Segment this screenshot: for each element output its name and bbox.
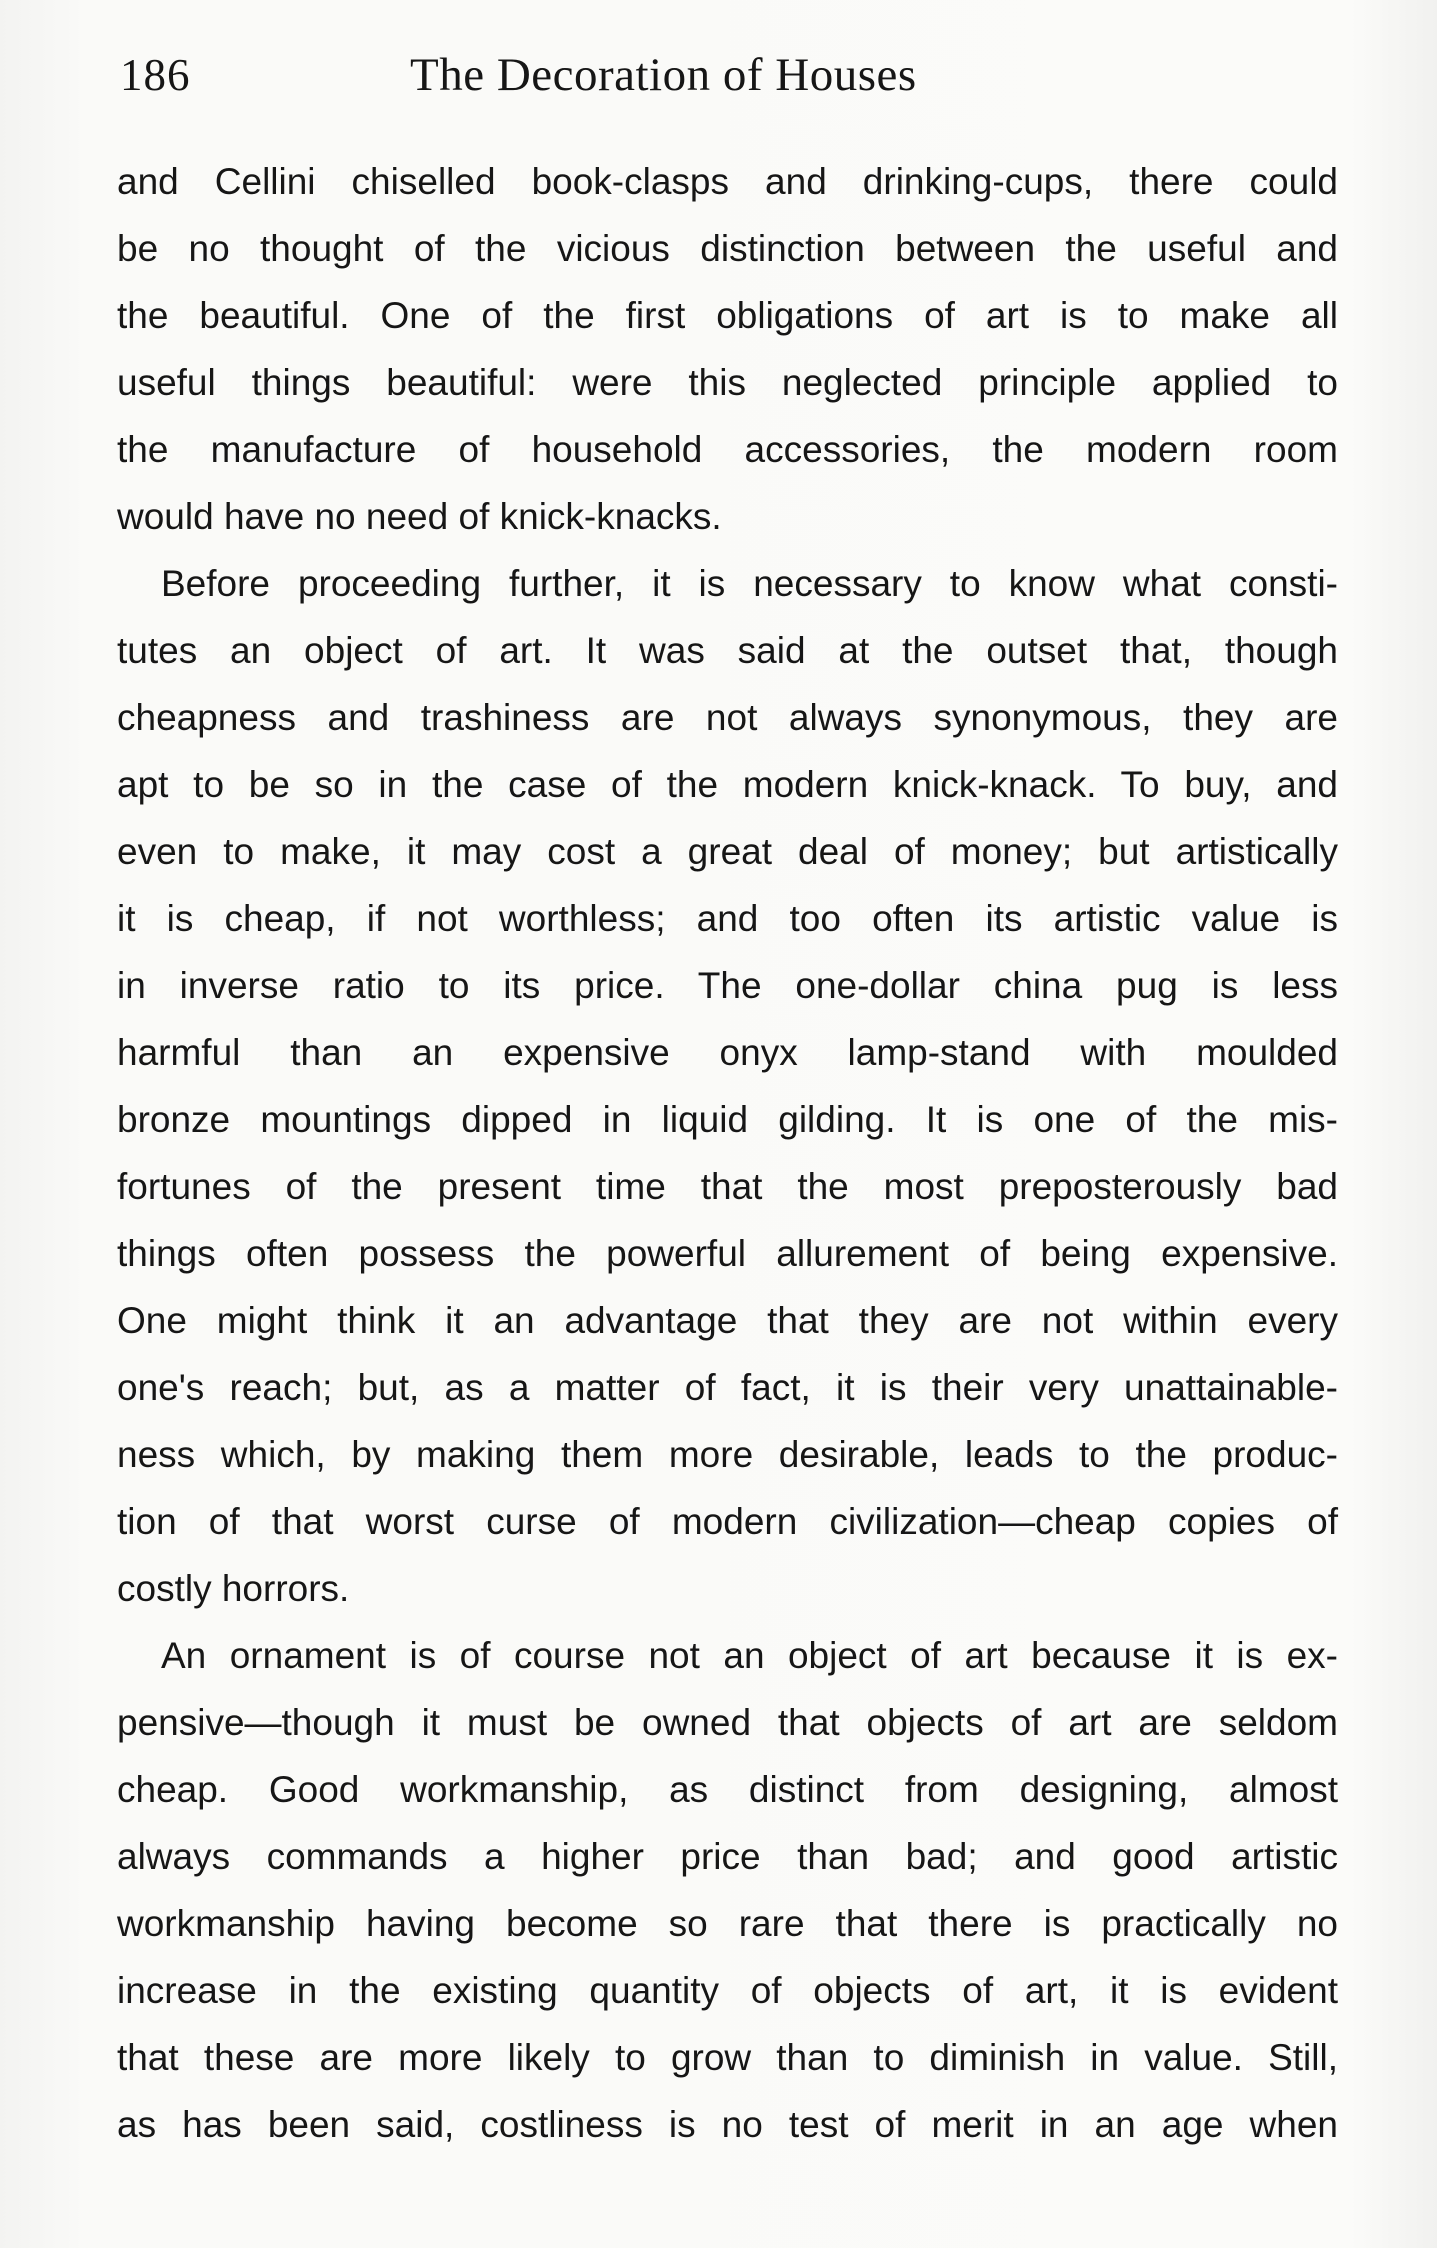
- text-line: things often possess the powerful allurement of being expensive.: [117, 1233, 1338, 1274]
- text-line: tion of that worst curse of modern civilization—cheap copies of: [117, 1501, 1338, 1542]
- text-line: One might think it an advantage that they are not within every: [117, 1300, 1338, 1341]
- text-line: one's reach; but, as a matter of fact, it is their very unattainable-: [117, 1367, 1338, 1408]
- text-line: even to make, it may cost a great deal of money; but artistically: [117, 831, 1338, 872]
- text-line: it is cheap, if not worthless; and too often its artistic value is: [117, 898, 1338, 939]
- text-line: costly horrors.: [117, 1568, 350, 1609]
- text-line: in inverse ratio to its price. The one-dollar china pug is less: [117, 965, 1338, 1006]
- text-line: as has been said, costliness is no test of merit in an age when: [117, 2104, 1338, 2145]
- text-line: apt to be so in the case of the modern knick-knack. To buy, and: [117, 764, 1338, 805]
- text-line: that these are more likely to grow than to diminish in value. Still,: [117, 2037, 1338, 2078]
- text-line: harmful than an expensive onyx lamp-stand with moulded: [117, 1032, 1338, 1073]
- text-line: cheap. Good workmanship, as distinct from designing, almost: [117, 1769, 1338, 1810]
- paragraph-first-line: An ornament is of course not an object of art because it is ex-: [161, 1635, 1338, 1676]
- text-line: would have no need of knick-knacks.: [117, 496, 722, 537]
- body-text: [117, 148, 1338, 2158]
- text-line: useful things beautiful: were this neglected principle applied to: [117, 362, 1338, 403]
- paragraph-first-line: Before proceeding further, it is necessary to know what consti-: [161, 563, 1338, 604]
- page-number: 186: [120, 50, 191, 100]
- text-line: pensive—though it must be owned that objects of art are seldom: [117, 1702, 1338, 1743]
- text-line: ness which, by making them more desirable, leads to the produc-: [117, 1434, 1338, 1475]
- page-header: [120, 40, 1338, 110]
- text-line: always commands a higher price than bad; and good artistic: [117, 1836, 1338, 1877]
- text-line: the manufacture of household accessories, the modern room: [117, 429, 1338, 470]
- text-line: cheapness and trashiness are not always synonymous, they are: [117, 697, 1338, 738]
- running-title: The Decoration of Houses: [410, 49, 917, 101]
- text-line: workmanship having become so rare that there is practically no: [117, 1903, 1338, 1944]
- text-line: be no thought of the vicious distinction between the useful and: [117, 228, 1338, 269]
- text-line: tutes an object of art. It was said at the outset that, though: [117, 630, 1338, 671]
- text-line: fortunes of the present time that the most preposterously bad: [117, 1166, 1338, 1207]
- text-line: the beautiful. One of the first obligations of art is to make all: [117, 295, 1338, 336]
- text-line: increase in the existing quantity of objects of art, it is evident: [117, 1970, 1338, 2011]
- text-line: bronze mountings dipped in liquid gilding. It is one of the mis-: [117, 1099, 1338, 1140]
- text-line: and Cellini chiselled book-clasps and drinking-cups, there could: [117, 161, 1338, 202]
